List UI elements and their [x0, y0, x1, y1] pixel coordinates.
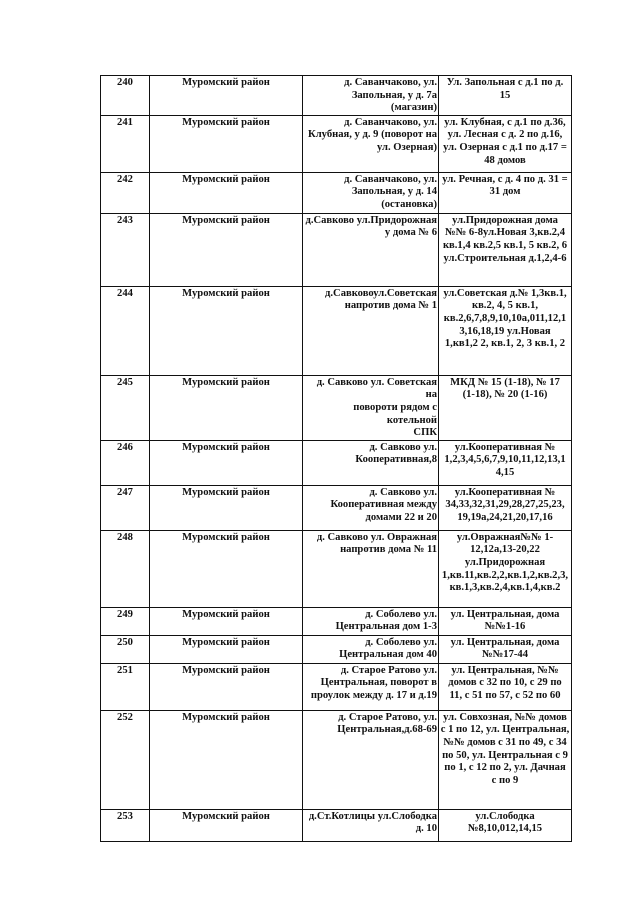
district-cell [150, 440, 303, 485]
table-row [101, 607, 572, 635]
table-row [101, 635, 572, 663]
address-text: д. Савково ул. Овражная напротив дома № 11 [316, 531, 437, 556]
district-text: Муромский район [182, 664, 270, 676]
row-number-cell [101, 635, 150, 663]
district-text: Муромский район [182, 531, 270, 543]
table-row [101, 76, 572, 116]
coverage-cell [439, 115, 572, 172]
row-number-text: 251 [117, 664, 133, 676]
coverage-cell [439, 607, 572, 635]
row-number-text: 248 [117, 531, 133, 543]
table-row [101, 485, 572, 530]
row-number-text: 246 [117, 441, 133, 453]
address-cell [303, 635, 439, 663]
address-text: д. Савково ул. Кооперативная между домами 22 и 20 [330, 486, 437, 523]
coverage-cell [439, 375, 572, 440]
row-number-cell [101, 115, 150, 172]
coverage-cell [439, 172, 572, 213]
district-cell [150, 710, 303, 809]
address-cell [303, 607, 439, 635]
table-row [101, 663, 572, 710]
district-text: Муромский район [182, 287, 270, 299]
coverage-text: ул. Центральная, дома №№17-44 [450, 636, 560, 661]
row-number-cell [101, 710, 150, 809]
coverage-cell [439, 809, 572, 841]
coverage-text: ул.Придорожная дома №№ 6-8ул.Новая 3,кв.2,4 кв.1,4 кв.2,5 кв.1, 5 кв.2, 6 ул.Строительная д.1,2,4-6 [442, 214, 568, 264]
address-text: д.Савково ул.Придорожная у дома № 6 [305, 214, 437, 239]
row-number-cell [101, 663, 150, 710]
row-number-cell [101, 607, 150, 635]
row-number-cell [101, 76, 150, 116]
table-row [101, 213, 572, 286]
coverage-cell [439, 635, 572, 663]
district-cell [150, 809, 303, 841]
address-cell [303, 710, 439, 809]
coverage-text: Ул. Запольная с д.1 по д. 15 [446, 77, 564, 101]
coverage-cell [439, 286, 572, 375]
coverage-text: ул.Овражная№№ 1- 12,12а,13-20,22 ул.Придорожная 1,кв.11,кв.2,2,кв.1,2,кв.2,3, кв.1,3,кв.2,4,кв.1,4,кв.2 [441, 531, 569, 594]
district-cell [150, 286, 303, 375]
table-row [101, 710, 572, 809]
row-number-cell [101, 440, 150, 485]
address-text: д. Старое Ратово, ул. Центральная,д.68-69 [337, 711, 437, 736]
row-number-cell [101, 809, 150, 841]
district-text: Муромский район [182, 376, 270, 388]
address-cell [303, 213, 439, 286]
district-text: Муромский район [182, 173, 270, 185]
address-text: д. Старое Ратово ул. Центральная, поворот в проулок между д. 17 и д.19 [310, 664, 437, 701]
coverage-text: ул.Кооперативная № 34,33,32,31,29,28,27,25,23, 19,19а,24,21,20,17,16 [445, 486, 565, 523]
row-number-cell [101, 172, 150, 213]
address-cell [303, 172, 439, 213]
district-cell [150, 375, 303, 440]
district-cell [150, 172, 303, 213]
address-cell [303, 809, 439, 841]
table-row [101, 115, 572, 172]
district-text: Муромский район [182, 116, 270, 128]
coverage-text: ул.Слободка №8,10,012,14,15 [467, 810, 543, 835]
address-text: д.Савковоул.Советская напротив дома № 1 [325, 287, 437, 312]
coverage-text: ул. Центральная, дома №№1-16 [450, 608, 560, 633]
district-cell [150, 635, 303, 663]
coverage-text: ул. Совхозная, №№ домов с 1 по 12, ул. Центральная, №№ домов с 31 по 49, с 34 по 50, ул. Центральная с 9 по 1, с 12 по 2, ул. Дачная с по 9 [440, 711, 570, 786]
row-number-text: 243 [117, 214, 133, 226]
table-row [101, 440, 572, 485]
address-text: д. Соболево ул. Центральная дом 1-3 [335, 608, 437, 633]
district-text: Муромский район [182, 214, 270, 226]
address-table [100, 75, 572, 842]
coverage-text: ул. Речная, с д. 4 по д. 31 = 31 дом [442, 173, 568, 198]
district-text: Муромский район [182, 441, 270, 453]
coverage-text: ул. Центральная, №№ домов с 32 по 10, с 29 по 11, с 51 по 57, с 52 по 60 [448, 664, 562, 701]
row-number-text: 247 [117, 486, 133, 498]
address-text: д. Саванчаково, ул. Клубная, у д. 9 (поворот на ул. Озерная) [308, 116, 437, 153]
district-text: Муромский район [182, 711, 270, 723]
address-cell [303, 375, 439, 440]
coverage-text: ул.Кооперативная № 1,2,3,4,5,6,7,9,10,11,12,13,1 4,15 [444, 441, 566, 478]
coverage-text: ул.Советская д.№ 1,3кв.1, кв.2, 4, 5 кв.1, кв.2,6,7,8,9,10,10а,011,12,1 3,16,18,19 ул.Новая 1,кв1,2 2, кв.1, 2, 3 кв.1, 2 [443, 287, 567, 350]
row-number-cell [101, 485, 150, 530]
row-number-text: 249 [117, 608, 133, 620]
coverage-cell [439, 663, 572, 710]
address-cell [303, 485, 439, 530]
address-text: д. Савково ул. Кооперативная,8 [355, 441, 437, 466]
district-text: Муромский район [182, 636, 270, 648]
table-row [101, 530, 572, 607]
row-number-cell [101, 213, 150, 286]
address-cell [303, 663, 439, 710]
address-cell [303, 76, 439, 116]
address-text: д. Саванчаково, ул. Запольная, у д. 14 (остановка) [344, 173, 437, 210]
row-number-text: 244 [117, 287, 133, 299]
table-body [101, 76, 572, 842]
district-cell [150, 115, 303, 172]
district-cell [150, 530, 303, 607]
coverage-cell [439, 530, 572, 607]
row-number-text: 253 [117, 810, 133, 822]
row-number-cell [101, 286, 150, 375]
row-number-text: 240 [117, 77, 133, 88]
coverage-cell [439, 710, 572, 809]
address-text: д. Соболево ул. Центральная дом 40 [339, 636, 437, 661]
row-number-cell [101, 530, 150, 607]
district-cell [150, 607, 303, 635]
address-cell [303, 115, 439, 172]
address-text: д. Саванчаково, ул. Запольная, у д. 7а (магазин) [344, 77, 437, 114]
row-number-text: 245 [117, 376, 133, 388]
coverage-cell [439, 485, 572, 530]
address-text: д.Ст.Котлицы ул.Слободка д. 10 [308, 810, 437, 835]
coverage-cell [439, 76, 572, 116]
row-number-text: 242 [117, 173, 133, 185]
table-row [101, 375, 572, 440]
district-cell [150, 76, 303, 116]
coverage-text: МКД № 15 (1-18), № 17 (1-18), № 20 (1-16) [450, 376, 560, 401]
district-text: Муромский район [182, 77, 270, 88]
coverage-cell [439, 213, 572, 286]
address-cell [303, 286, 439, 375]
coverage-cell [439, 440, 572, 485]
row-number-text: 250 [117, 636, 133, 648]
district-cell [150, 485, 303, 530]
district-text: Муромский район [182, 486, 270, 498]
address-cell [303, 440, 439, 485]
address-text: д. Савково ул. Советская на повороти рядом с котельной СПК [316, 376, 437, 439]
table-row [101, 286, 572, 375]
table-row [101, 809, 572, 841]
row-number-text: 252 [117, 711, 133, 723]
coverage-text: ул. Клубная, с д.1 по д.36, ул. Лесная с д. 2 по д.16, ул. Озерная с д.1 по д.17 = 48 домов [443, 116, 567, 166]
address-cell [303, 530, 439, 607]
row-number-cell [101, 375, 150, 440]
district-cell [150, 213, 303, 286]
table-row [101, 172, 572, 213]
row-number-text: 241 [117, 116, 133, 128]
district-text: Муромский район [182, 810, 270, 822]
district-text: Муромский район [182, 608, 270, 620]
district-cell [150, 663, 303, 710]
